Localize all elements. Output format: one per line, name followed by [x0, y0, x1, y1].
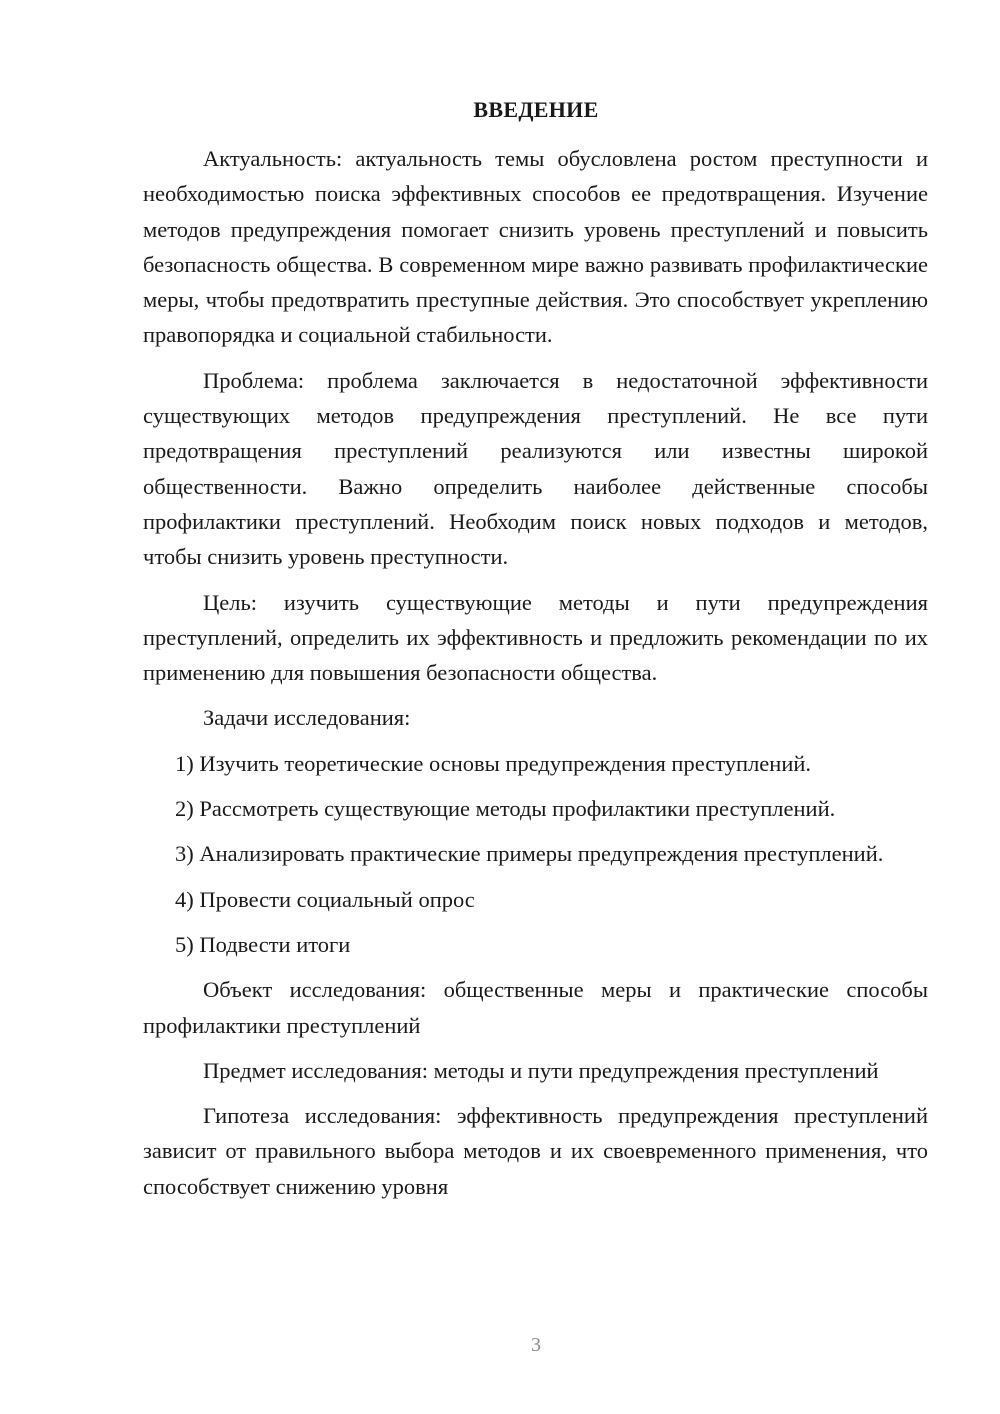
- paragraph-object: Объект исследования: общественные меры и практические способы профилактики преступлений: [143, 977, 928, 1038]
- paragraph-hypothesis: Гипотеза исследования: эффективность предупреждения преступлений зависит от правильного выбора методов и их своевременного применения, что способствует снижению уровня: [143, 1103, 928, 1199]
- paragraph-relevance: Актуальность: актуальность темы обусловлена ростом преступности и необходимостью поиска эффективных способов ее предотвращения. Изучение методов предупреждения помогает снизить уровень преступлений и повысить безопасность общества. В современном мире важно развивать профилактические меры, чтобы предотвратить преступные действия. Это способствует укреплению правопорядка и социальной стабильности.: [143, 146, 928, 348]
- paragraph-subject: Предмет исследования: методы и пути предупреждения преступлений: [203, 1057, 879, 1083]
- document-body: [143, 141, 928, 1204]
- task-item-1: 1) Изучить теоретические основы предупреждения преступлений.: [175, 750, 812, 776]
- paragraph-tasks-heading: Задачи исследования:: [203, 705, 411, 731]
- task-item-4: 4) Провести социальный опрос: [175, 886, 475, 912]
- task-item-2: 2) Рассмотреть существующие методы профилактики преступлений.: [175, 796, 836, 822]
- section-title: ВВЕДЕНИЕ: [473, 97, 599, 122]
- page-number: 3: [531, 1334, 541, 1356]
- task-item-3: 3) Анализировать практические примеры предупреждения преступлений.: [175, 841, 884, 867]
- paragraph-goal: Цель: изучить существующие методы и пути предупреждения преступлений, определить их эффективность и предложить рекомендации по их применению для повышения безопасности общества.: [143, 589, 928, 686]
- paragraph-problem: Проблема: проблема заключается в недостаточной эффективности существующих методов предупреждения преступлений. Не все пути предотвращения преступлений реализуются или известны широкой общественности. Важно определить наиболее действенные способы профилактики преступлений. Необходим поиск новых подходов и методов, чтобы снизить уровень преступности.: [143, 367, 928, 570]
- task-item-5: 5) Подвести итоги: [175, 931, 351, 957]
